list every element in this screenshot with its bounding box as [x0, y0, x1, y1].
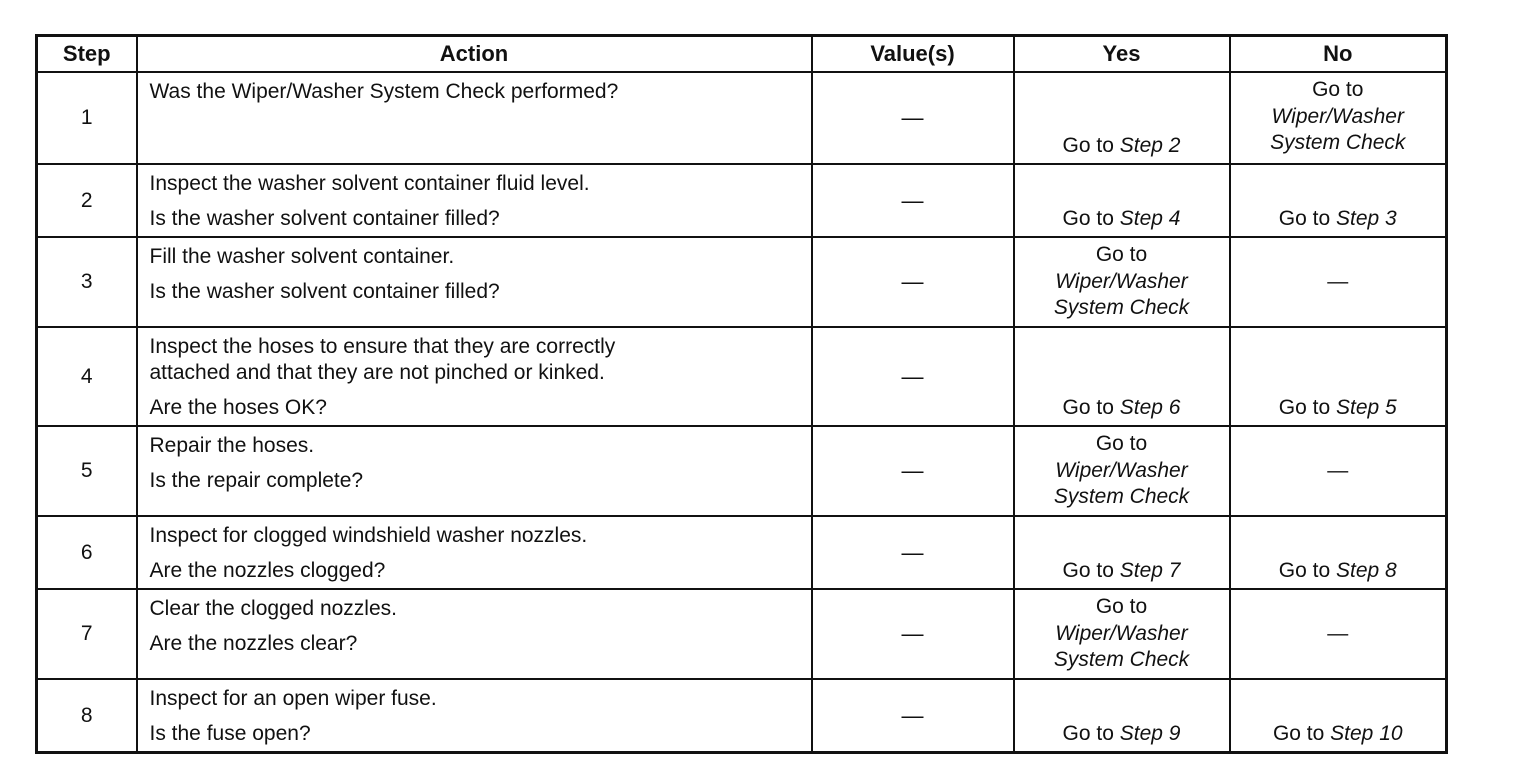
no-cell — [1230, 679, 1447, 753]
value-cell: — — [812, 164, 1014, 237]
step-ref: Wiper/Washer — [1055, 458, 1188, 482]
step-ref: System Check — [1053, 648, 1190, 671]
action-line: Clear the clogged nozzles. — [149, 597, 397, 620]
yes-cell — [1014, 589, 1230, 679]
action-line: Was the Wiper/Washer System Check performed? — [149, 80, 619, 103]
table-row — [37, 679, 1447, 753]
step-number: 6 — [37, 516, 137, 589]
header-yes: Yes — [1014, 36, 1230, 73]
action-question: Are the nozzles clear? — [149, 632, 358, 655]
step-ref: Step 6 — [1119, 395, 1181, 419]
yes-cell — [1014, 679, 1230, 753]
action-line: Inspect the hoses to ensure that they are correctly — [149, 335, 616, 358]
value-cell: — — [812, 327, 1014, 426]
step-ref: Step 5 — [1336, 395, 1397, 419]
goto-label: Go to — [1095, 595, 1148, 618]
action-cell — [137, 679, 812, 753]
action-question: Is the repair complete? — [149, 469, 364, 492]
value-cell: — — [812, 237, 1014, 327]
step-ref: Wiper/Washer — [1055, 621, 1188, 645]
action-cell — [137, 426, 812, 516]
action-cell — [137, 237, 812, 327]
step-ref: Step 9 — [1119, 721, 1181, 745]
step-number: 1 — [37, 72, 137, 164]
yes-cell — [1014, 237, 1230, 327]
action-line: Fill the washer solvent container. — [149, 245, 455, 268]
step-ref: Wiper/Washer — [1055, 269, 1188, 293]
action-line: attached and that they are not pinched or kinked. — [149, 361, 605, 384]
table-row — [37, 72, 1447, 164]
no-cell — [1230, 516, 1447, 589]
step-ref: Step 4 — [1119, 206, 1181, 230]
goto-label: Go to — [1095, 243, 1148, 266]
value-cell: — — [812, 72, 1014, 164]
step-number: 5 — [37, 426, 137, 516]
no-cell — [1230, 72, 1447, 164]
action-line: Repair the hoses. — [149, 434, 315, 457]
goto-label: Go to — [1062, 395, 1114, 419]
goto-label: Go to — [1312, 78, 1364, 101]
step-ref: System Check — [1270, 131, 1406, 154]
header-values: Value(s) — [812, 36, 1014, 73]
no-cell: — — [1230, 426, 1447, 516]
step-ref: Step 7 — [1119, 558, 1181, 582]
yes-cell — [1014, 327, 1230, 426]
diagnostic-table — [35, 34, 1448, 754]
value-cell: — — [812, 516, 1014, 589]
goto-label: Go to — [1278, 395, 1331, 419]
step-ref: System Check — [1053, 296, 1190, 319]
no-cell: — — [1230, 589, 1447, 679]
header-no: No — [1230, 36, 1447, 73]
step-ref: Step 10 — [1330, 721, 1403, 745]
table-row — [37, 164, 1447, 237]
step-ref: Step 8 — [1336, 558, 1397, 582]
action-line: Inspect for an open wiper fuse. — [149, 687, 437, 710]
goto-label: Go to — [1062, 133, 1114, 157]
step-ref: Step 3 — [1336, 206, 1397, 230]
goto-label: Go to — [1278, 206, 1331, 230]
header-row — [37, 36, 1447, 73]
step-number: 7 — [37, 589, 137, 679]
table-row — [37, 327, 1447, 426]
step-number: 2 — [37, 164, 137, 237]
table-row — [37, 589, 1447, 679]
step-number: 4 — [37, 327, 137, 426]
value-cell: — — [812, 426, 1014, 516]
goto-label: Go to — [1278, 558, 1331, 582]
yes-cell — [1014, 516, 1230, 589]
value-cell: — — [812, 679, 1014, 753]
action-cell — [137, 72, 812, 164]
step-number: 8 — [37, 679, 137, 753]
action-cell — [137, 516, 812, 589]
table-row — [37, 426, 1447, 516]
no-cell — [1230, 164, 1447, 237]
step-ref: System Check — [1053, 485, 1190, 508]
action-line: Inspect for clogged windshield washer nozzles. — [149, 524, 588, 547]
step-ref: Step 2 — [1119, 133, 1181, 157]
header-action: Action — [137, 36, 812, 73]
action-question: Are the hoses OK? — [149, 396, 327, 419]
yes-cell — [1014, 72, 1230, 164]
action-question: Are the nozzles clogged? — [149, 559, 386, 582]
action-question: Is the fuse open? — [149, 722, 311, 745]
yes-cell — [1014, 164, 1230, 237]
no-cell: — — [1230, 237, 1447, 327]
action-cell — [137, 164, 812, 237]
action-question: Is the washer solvent container filled? — [149, 280, 500, 303]
action-line: Inspect the washer solvent container fluid level. — [149, 172, 590, 195]
value-cell: — — [812, 589, 1014, 679]
no-cell — [1230, 327, 1447, 426]
goto-label: Go to — [1062, 206, 1114, 230]
goto-label: Go to — [1062, 721, 1114, 745]
step-ref: Wiper/Washer — [1271, 104, 1404, 128]
step-number: 3 — [37, 237, 137, 327]
table-row — [37, 516, 1447, 589]
goto-label: Go to — [1272, 721, 1325, 745]
header-step: Step — [37, 36, 137, 73]
yes-cell — [1014, 426, 1230, 516]
table-row — [37, 237, 1447, 327]
action-cell — [137, 589, 812, 679]
action-question: Is the washer solvent container filled? — [149, 207, 500, 230]
goto-label: Go to — [1062, 558, 1114, 582]
goto-label: Go to — [1095, 432, 1148, 455]
action-cell — [137, 327, 812, 426]
